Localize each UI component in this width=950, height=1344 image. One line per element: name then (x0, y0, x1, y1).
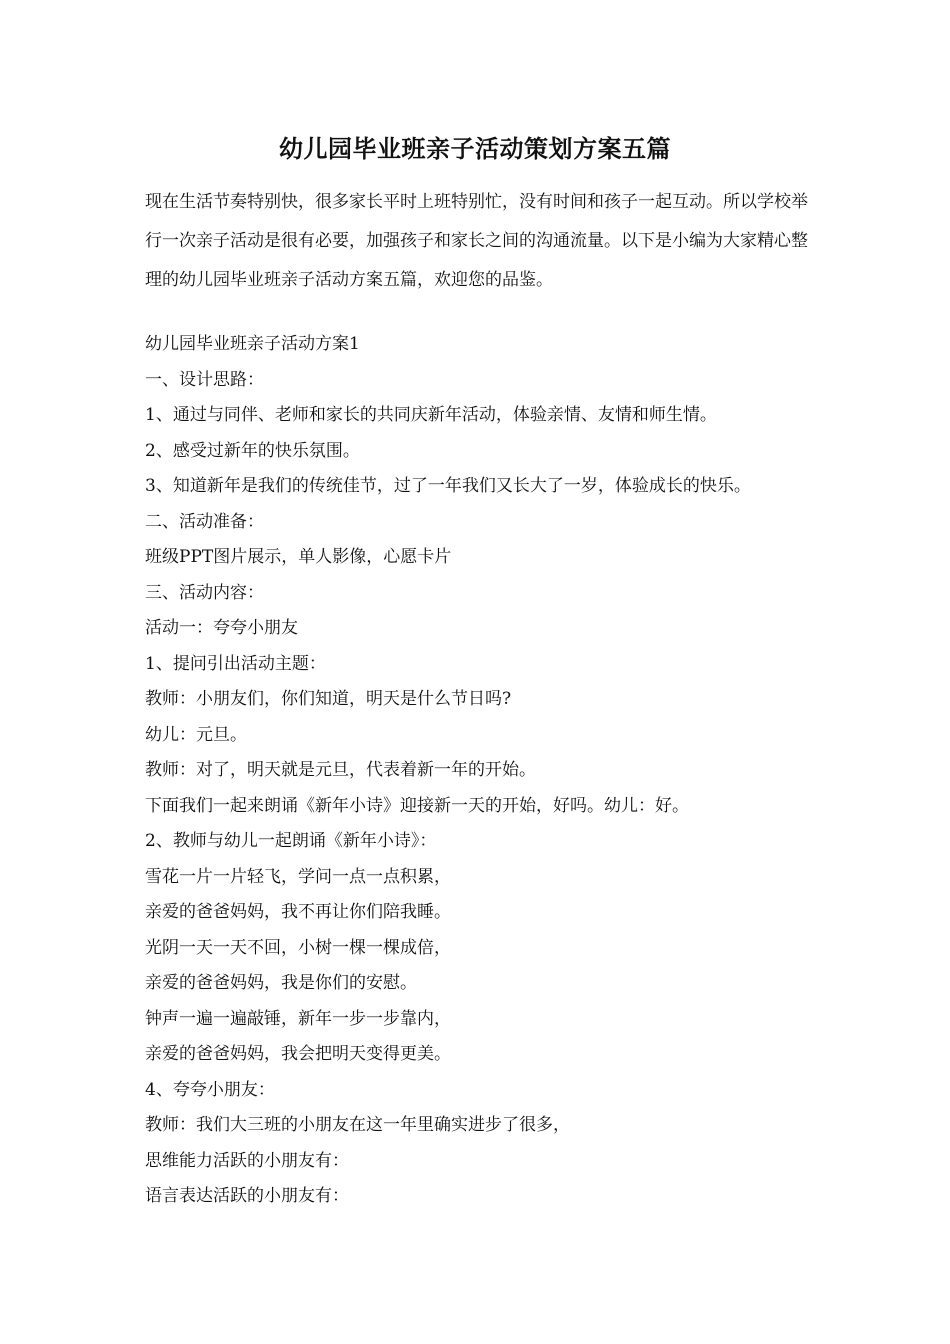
text-line: 2、感受过新年的快乐氛围。 (145, 440, 360, 461)
text-line: 亲爱的爸爸妈妈，我会把明天变得更美。 (145, 1044, 451, 1064)
text-line: 2、教师与幼儿一起朗诵《新年小诗》： (145, 831, 437, 851)
body-text (145, 327, 835, 1215)
text-line: 亲爱的爸爸妈妈，我不再让你们陪我睡。 (145, 902, 451, 922)
text-line: 一、设计思路： (145, 369, 264, 390)
text-line: 教师：小朋友们，你们知道，明天是什么节日吗? (145, 689, 512, 709)
text-line: 3、知道新年是我们的传统佳节，过了一年我们又长大了一岁，体验成长的快乐。 (145, 476, 751, 496)
text-line: 思维能力活跃的小朋友有： (145, 1150, 349, 1171)
document-title: 幼儿园毕业班亲子活动策划方案五篇 (279, 134, 671, 163)
text-line: 教师：对了，明天就是元旦，代表着新一年的开始。 (145, 760, 536, 780)
text-line: 活动一：夸夸小朋友 (145, 618, 298, 638)
text-line: 钟声一遍一遍敲锤，新年一步一步靠内， (145, 1008, 451, 1029)
intro-paragraph: 现在生活节奏特别快，很多家长平时上班特别忙，没有时间和孩子一起互动。所以学校举行一次亲子活动是很有必要，加强孩子和家长之间的沟通流量。以下是小编为大家精心整理的幼儿园毕业班亲子活动方案五篇，欢迎您的品鉴。 (145, 192, 808, 290)
text-line: 二、活动准备： (145, 511, 264, 532)
text-line: 幼儿：元旦。 (145, 724, 247, 745)
text-line: 亲爱的爸爸妈妈，我是你们的安慰。 (145, 973, 417, 993)
text-line: 1、提问引出活动主题： (145, 653, 326, 674)
text-line: 班级PPT图片展示，单人影像，心愿卡片 (145, 547, 452, 567)
text-line: 1、通过与同伴、老师和家长的共同庆新年活动，体验亲情、友情和师生情。 (145, 405, 717, 425)
text-line: 雪花一片一片轻飞，学问一点一点积累， (145, 866, 451, 887)
text-line: 教师：我们大三班的小朋友在这一年里确实进步了很多， (145, 1115, 570, 1135)
text-line: 语言表达活跃的小朋友有： (145, 1186, 349, 1206)
text-line: 4、夸夸小朋友： (145, 1079, 275, 1100)
text-line: 下面我们一起来朗诵《新年小诗》迎接新一天的开始，好吗。幼儿：好。 (145, 795, 689, 816)
text-line: 幼儿园毕业班亲子活动方案1 (145, 334, 360, 354)
text-line: 三、活动内容： (145, 582, 264, 603)
text-line: 光阴一天一天不回，小树一棵一棵成倍， (145, 937, 451, 958)
